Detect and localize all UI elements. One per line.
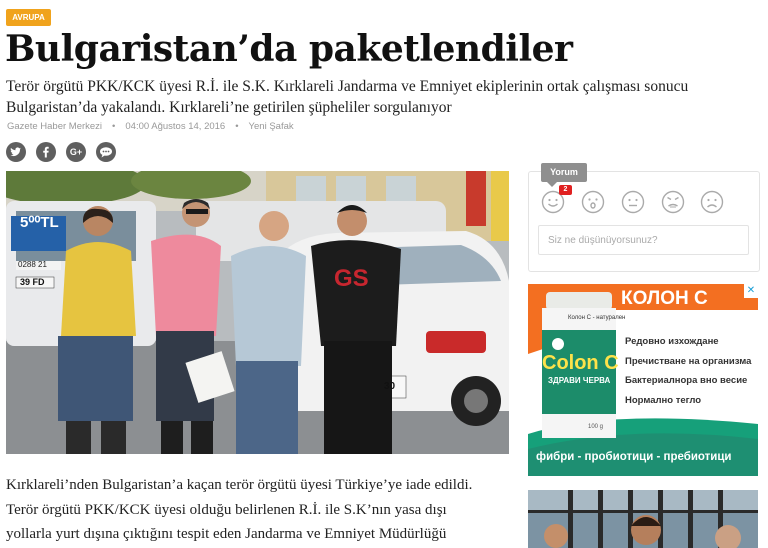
ad-choices-icon[interactable]: ✕ [744,284,758,298]
comment-input[interactable]: Siz ne düşünüyorsunuz? [538,225,749,255]
shirt-print: GS [334,265,369,292]
benefit-item: Бактериалнора вно весие [625,375,748,386]
license-plate: 39 FD [20,277,45,287]
body-line: Kırklareli’nden Bulgaristan’a kaçan terör örgütü üyesi Türkiye’ye iade edildi. [6,477,473,493]
facebook-icon[interactable] [36,142,56,162]
related-photo[interactable] [528,490,758,548]
product-label-top: Колон С - натурален [568,315,626,321]
van-plate-text: 0288 21 [18,260,47,269]
benefit-item: Пречистване на организма [625,355,752,367]
article-body [6,473,511,547]
category-tag[interactable]: AVRUPA [6,9,51,26]
separator-dot: • [235,121,239,132]
comment-icon[interactable] [96,142,116,162]
article-main-photo [6,171,509,454]
surprised-icon[interactable] [581,190,605,214]
benefit-item: Редовно изхождане [625,336,719,347]
ad-benefits [625,332,751,410]
angry-icon[interactable] [661,190,685,214]
body-line: yollarla yurt dışına çıktığını tespit eden Jandarma ve Emniyet Müdürlüğü [6,526,447,542]
author[interactable]: Gazete Haber Merkezi [7,121,103,132]
twitter-icon[interactable] [6,142,26,162]
ad-headline: КОЛОН С [621,288,708,309]
product-name: Colon C [542,352,619,374]
benefit-item: Нормално тегло [625,394,702,406]
body-line: Terör örgütü PKK/KCK üyesi olduğu belirlenen R.İ. ile S.K’nın yasa dışı [6,501,447,518]
google-plus-icon[interactable] [66,142,86,162]
product-label-sub: ЗДРАВИ ЧЕРВА [548,376,611,385]
article-title: Bulgaristan’da paketlendiler [5,28,573,70]
google-plus-glyph: G+ [69,147,83,157]
advertisement-colon-c[interactable] [528,284,758,476]
product-weight: 100 g [588,424,604,430]
article-subtitle: Terör örgütü PKK/KCK üyesi R.İ. ile S.K. Kırklareli Jandarma ve Emniyet ekiplerinin ortak çalışması sonucu Bulgaristan’da yakalandı. Kırklareli’ne getirilen şüpheliler sorgulanıyor [6,78,689,116]
van-price-banner: 5⁰⁰TL [20,214,59,231]
comment-tab[interactable]: Yorum [541,163,587,182]
separator-dot: • [112,121,116,132]
ad-footer: фибри - пробиотици - пребиотици [536,451,732,463]
source[interactable]: Yeni Şafak [248,121,294,132]
article-meta [7,121,294,132]
license-plate-right: 30 [384,381,396,392]
sad-icon[interactable] [700,190,724,214]
neutral-icon[interactable] [621,190,645,214]
publish-datetime: 04:00 Ağustos 14, 2016 [125,121,226,132]
comment-count-badge: 2 [559,185,572,195]
